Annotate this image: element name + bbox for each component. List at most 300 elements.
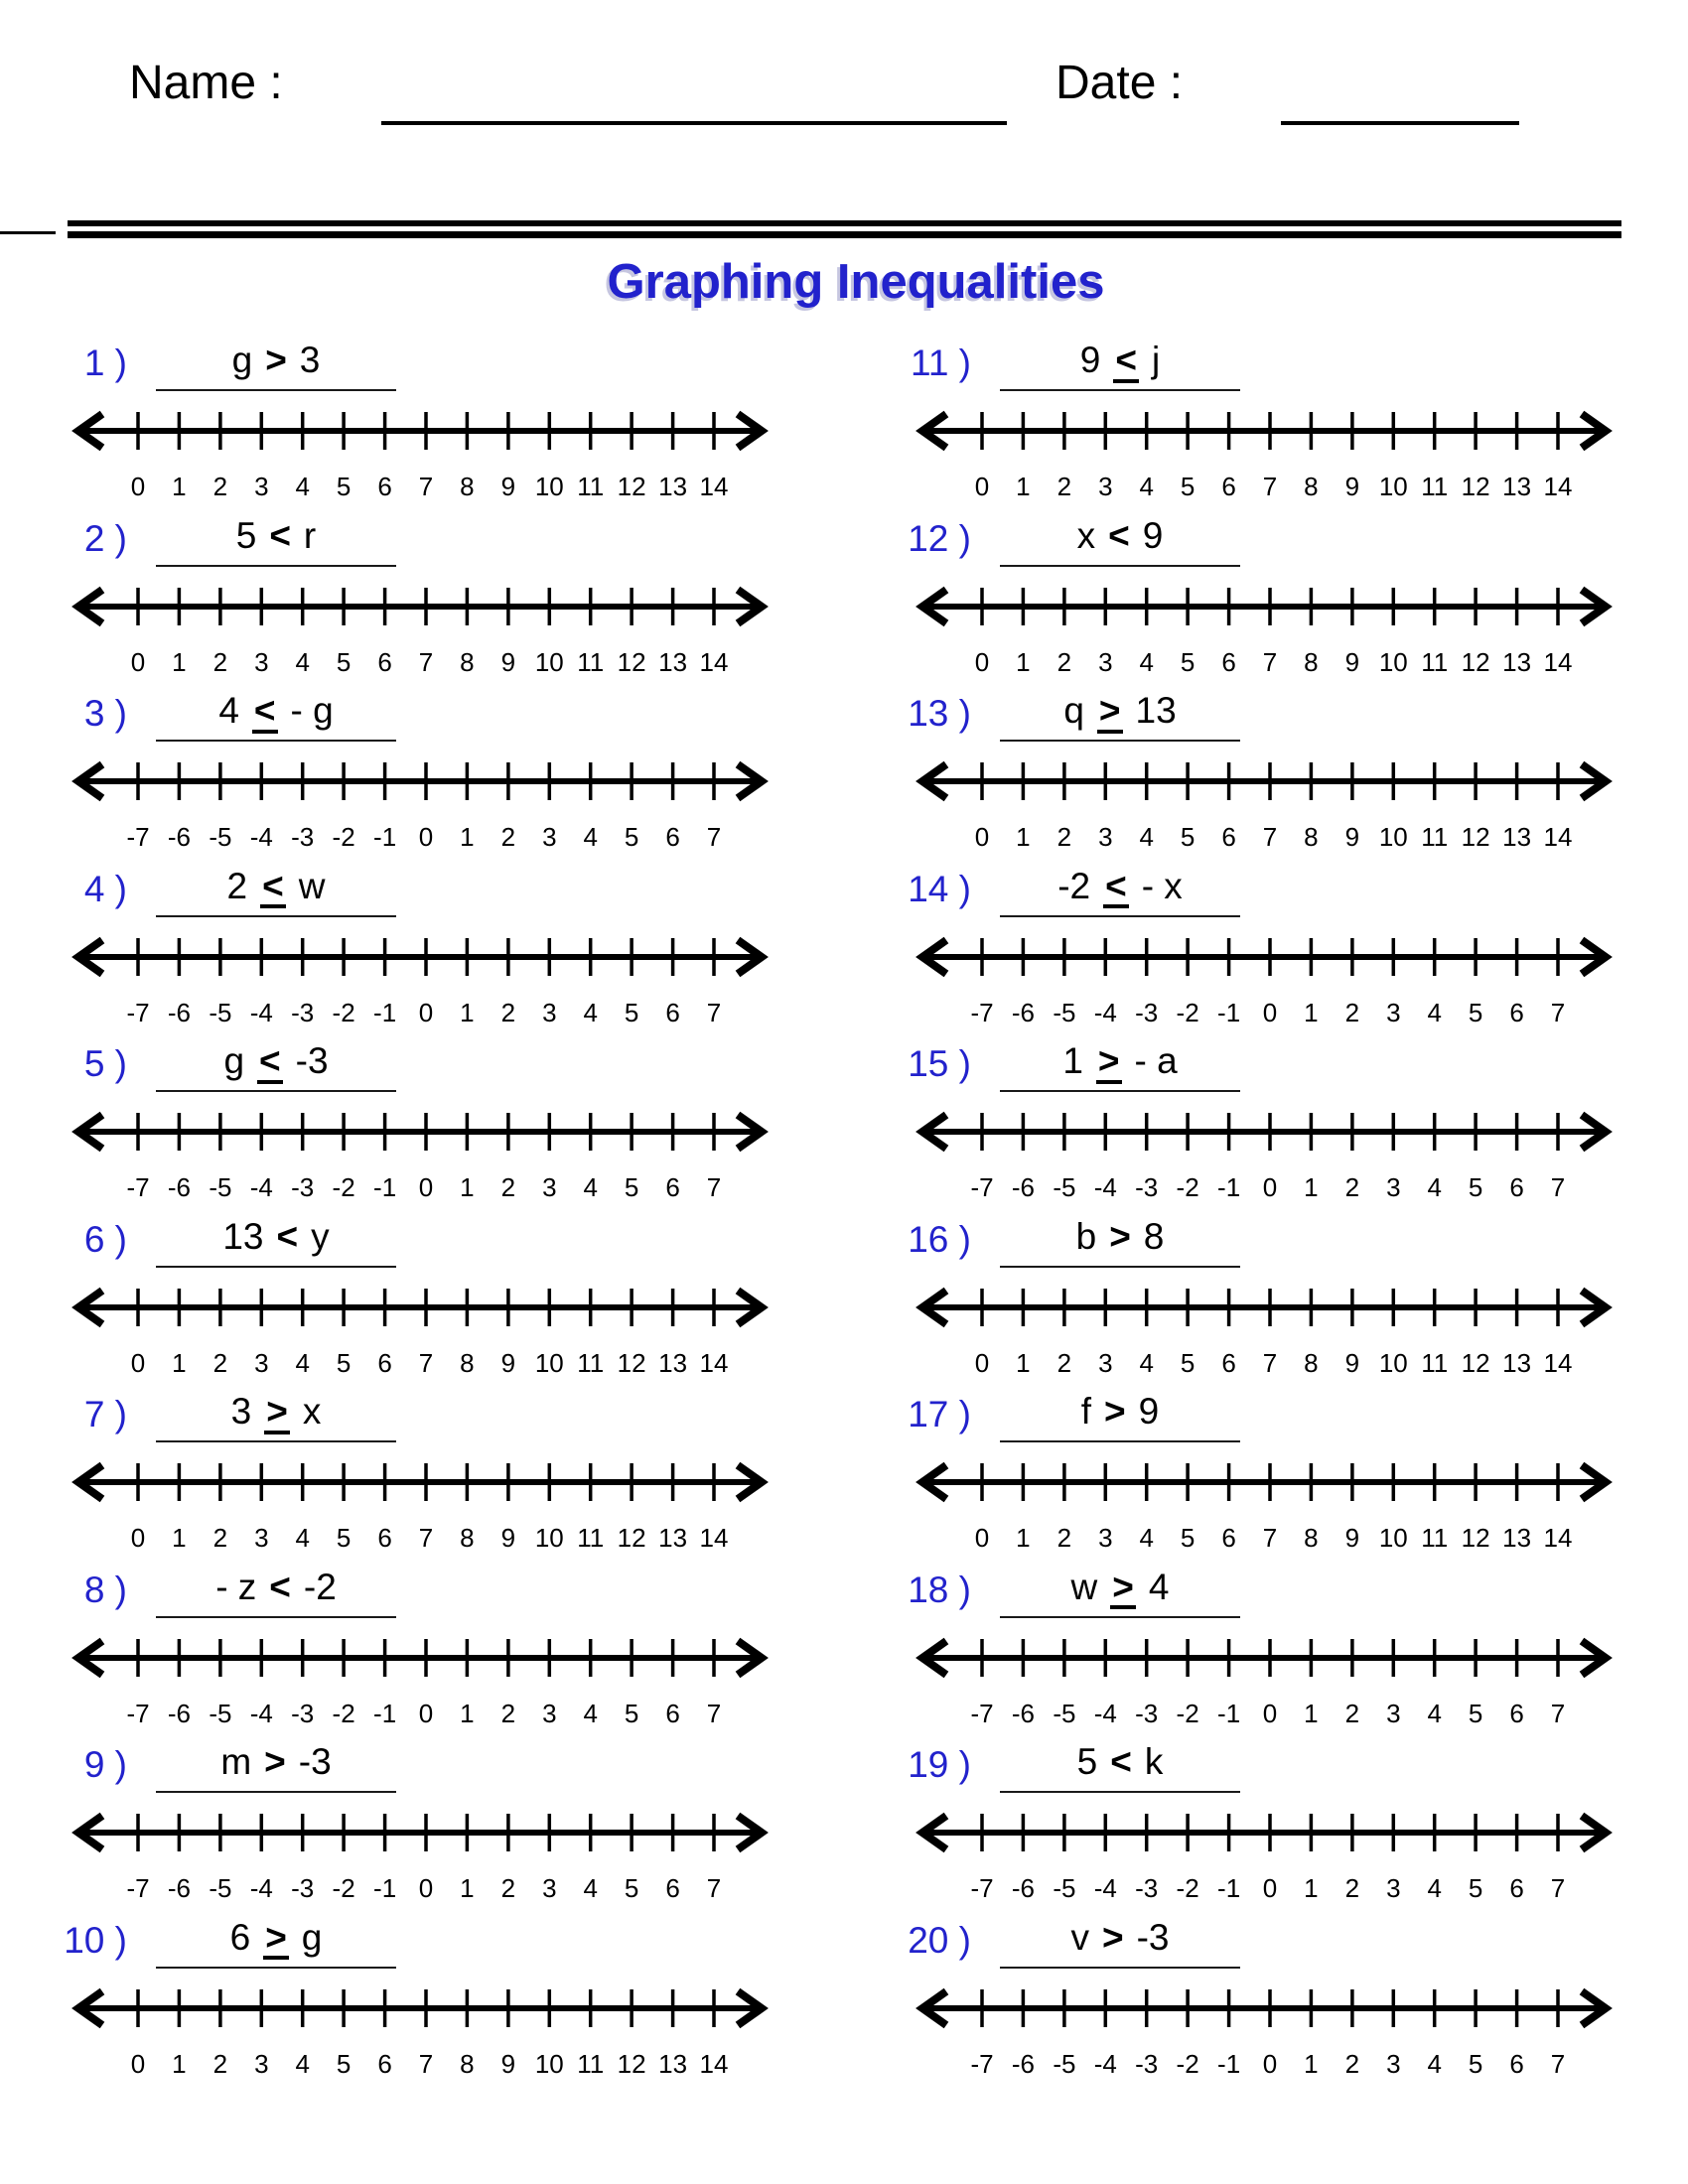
tick-label: 6 [1221, 1347, 1236, 1378]
problem-item [844, 690, 1638, 864]
number-line [914, 1109, 1615, 1208]
tick-label: 11 [577, 2048, 605, 2079]
answer-blank-line [156, 1791, 396, 1793]
tick-label: 4 [583, 822, 598, 852]
tick-label: 4 [295, 1523, 310, 1553]
answer-blank-line [1000, 1791, 1240, 1793]
inequality-operator: < [1103, 868, 1129, 909]
tick-label: 10 [1378, 646, 1408, 677]
inequality-operator: > [264, 1393, 290, 1434]
tick-label: 13 [1502, 646, 1532, 677]
tick-label: 11 [1421, 646, 1449, 677]
tick-label: 2 [500, 822, 516, 852]
inequality-operator: < [1110, 1741, 1132, 1782]
problem-number: 11 ) [910, 342, 971, 383]
tick-label: 6 [1509, 997, 1524, 1027]
tick-label: -7 [970, 1873, 994, 1903]
answer-blank-line [1000, 1266, 1240, 1268]
tick-label: 1 [1304, 1873, 1319, 1903]
tick-label: 8 [1304, 1347, 1319, 1378]
number-line [70, 584, 771, 683]
tick-label: 14 [699, 646, 729, 677]
tick-label: 6 [1221, 822, 1236, 852]
inequality-lhs: - z [215, 1566, 257, 1607]
tick-label: 2 [1344, 997, 1360, 1027]
tick-label: 5 [336, 1347, 352, 1378]
tick-label: 7 [706, 1172, 722, 1202]
inequality-rhs: 4 [1148, 1566, 1170, 1607]
tick-label: 4 [583, 1172, 598, 1202]
tick-label: 7 [706, 1873, 722, 1903]
number-line [70, 1810, 771, 1909]
tick-label: 5 [336, 472, 352, 501]
problem-item [0, 1040, 794, 1214]
tick-label: 7 [418, 472, 434, 501]
tick-label: 5 [336, 1523, 352, 1553]
tick-label: 13 [658, 472, 688, 501]
tick-label: 1 [1304, 1172, 1319, 1202]
inequality-rhs: 9 [1138, 1391, 1160, 1432]
inequality-lhs: g [231, 340, 253, 380]
inequality-operator: > [1096, 1042, 1122, 1084]
tick-label: 11 [1421, 822, 1449, 852]
tick-label: 2 [212, 2048, 228, 2079]
name-label: Name : [129, 57, 283, 109]
tick-label: 8 [1304, 472, 1319, 501]
tick-label: 7 [1550, 2048, 1566, 2079]
tick-label: 7 [1262, 472, 1278, 501]
tick-label: 8 [1304, 646, 1319, 677]
tick-label: 13 [658, 2048, 688, 2079]
tick-label: -5 [1053, 1172, 1076, 1202]
tick-label: 5 [1468, 997, 1483, 1027]
inequality [156, 340, 396, 381]
problem-number: 14 ) [908, 868, 971, 909]
tick-label: 13 [658, 646, 688, 677]
inequality-operator: > [1104, 1391, 1126, 1432]
tick-label: 10 [1378, 1523, 1408, 1553]
tick-label: 7 [1550, 1172, 1566, 1202]
tick-label: 3 [542, 822, 557, 852]
inequality-lhs: q [1063, 690, 1084, 731]
tick-label: 2 [500, 1172, 516, 1202]
tick-label: 9 [500, 472, 516, 501]
tick-label: 4 [1139, 646, 1154, 677]
tick-label: 7 [418, 646, 434, 677]
answer-blank-line [1000, 389, 1240, 391]
tick-label: 0 [974, 1347, 990, 1378]
inequality-lhs: 5 [1076, 1741, 1098, 1782]
tick-label: 1 [172, 646, 187, 677]
number-line [70, 934, 771, 1033]
tick-label: 3 [1098, 472, 1113, 501]
tick-label: -2 [1176, 1698, 1199, 1728]
tick-label: -7 [126, 822, 150, 852]
tick-label: 2 [500, 1698, 516, 1728]
tick-label: 3 [1098, 1523, 1113, 1553]
tick-label: -3 [1135, 997, 1159, 1027]
tick-label: 4 [1139, 822, 1154, 852]
tick-label: 3 [254, 472, 269, 501]
tick-label: 6 [1221, 472, 1236, 501]
tick-label: -1 [1217, 997, 1241, 1027]
tick-label: 0 [130, 472, 146, 501]
tick-label: 5 [1180, 822, 1196, 852]
tick-label: 5 [1468, 1172, 1483, 1202]
tick-label: 3 [1386, 997, 1401, 1027]
tick-label: 0 [1262, 1698, 1278, 1728]
inequality [156, 1741, 396, 1783]
problem-number: 17 ) [908, 1394, 971, 1434]
tick-label: 5 [624, 1698, 639, 1728]
tick-label: 5 [1180, 1347, 1196, 1378]
answer-blank-line [1000, 740, 1240, 742]
number-line [70, 408, 771, 507]
tick-label: 3 [542, 1698, 557, 1728]
tick-label: -5 [209, 1698, 232, 1728]
inequality-lhs: m [220, 1741, 252, 1782]
tick-label: 5 [1180, 646, 1196, 677]
tick-label: 7 [1262, 646, 1278, 677]
inequality-lhs: v [1070, 1916, 1089, 1958]
problem-item [0, 1566, 794, 1740]
inequality-rhs: g [301, 1916, 323, 1958]
inequality-lhs: x [1076, 514, 1096, 556]
inequality-lhs: g [223, 1040, 245, 1081]
inequality [156, 690, 396, 734]
inequality-lhs: 5 [235, 514, 257, 556]
tick-label: -6 [1011, 997, 1035, 1027]
tick-label: -6 [1011, 2048, 1035, 2079]
tick-label: 2 [1344, 1172, 1360, 1202]
tick-label: 6 [1509, 1172, 1524, 1202]
tick-label: 4 [1427, 1172, 1442, 1202]
tick-label: 4 [295, 2048, 310, 2079]
tick-label: 0 [418, 1873, 434, 1903]
tick-label: 2 [500, 1873, 516, 1903]
tick-label: 7 [706, 997, 722, 1027]
tick-label: -6 [167, 822, 191, 852]
tick-label: 4 [583, 997, 598, 1027]
tick-label: -2 [332, 997, 355, 1027]
tick-label: 5 [1180, 1523, 1196, 1553]
problem-number: 3 ) [83, 693, 127, 734]
tick-label: 6 [377, 472, 392, 501]
tick-label: 8 [460, 472, 475, 501]
tick-label: 2 [1056, 646, 1072, 677]
tick-label: 8 [460, 646, 475, 677]
tick-label: 13 [658, 1347, 688, 1378]
tick-label: 13 [1502, 1347, 1532, 1378]
number-line [70, 1285, 771, 1384]
problem-item [0, 1916, 794, 2091]
tick-label: -5 [209, 1873, 232, 1903]
inequality [156, 515, 396, 557]
tick-label: 10 [534, 2048, 564, 2079]
tick-label: 1 [1304, 1698, 1319, 1728]
tick-label: 1 [460, 1172, 475, 1202]
tick-label: 9 [500, 1347, 516, 1378]
tick-label: 0 [418, 997, 434, 1027]
tick-label: 4 [295, 472, 310, 501]
tick-label: -4 [1093, 997, 1117, 1027]
answer-blank-line [156, 389, 396, 391]
inequality [1000, 690, 1240, 734]
tick-label: 1 [460, 822, 475, 852]
tick-label: 3 [542, 1172, 557, 1202]
tick-label: 9 [1344, 1523, 1360, 1553]
number-line [70, 1985, 771, 2085]
tick-label: -1 [373, 1172, 397, 1202]
tick-label: 6 [1221, 646, 1236, 677]
tick-label: 12 [1461, 822, 1490, 852]
answer-blank-line [156, 565, 396, 567]
tick-label: -7 [126, 1172, 150, 1202]
tick-label: 9 [500, 1523, 516, 1553]
tick-label: 1 [1016, 1523, 1031, 1553]
tick-label: -1 [1217, 1698, 1241, 1728]
tick-label: 3 [542, 997, 557, 1027]
tick-label: 13 [1502, 1523, 1532, 1553]
tick-label: 12 [617, 2048, 646, 2079]
tick-label: 7 [418, 1523, 434, 1553]
problem-item [844, 1215, 1638, 1390]
tick-label: 1 [1304, 997, 1319, 1027]
tick-label: -6 [1011, 1172, 1035, 1202]
tick-label: 1 [172, 1347, 187, 1378]
tick-label: 3 [1098, 1347, 1113, 1378]
problem-number: 7 ) [83, 1394, 127, 1434]
tick-label: 4 [1427, 1698, 1442, 1728]
tick-label: 11 [1421, 1347, 1449, 1378]
inequality-lhs: 1 [1062, 1040, 1083, 1081]
tick-label: 6 [665, 1698, 680, 1728]
tick-label: -2 [332, 1172, 355, 1202]
problem-number: 5 ) [83, 1043, 127, 1084]
tick-label: 0 [1262, 1873, 1278, 1903]
tick-label: -4 [1093, 1873, 1117, 1903]
inequality-operator: < [252, 692, 278, 734]
number-line [914, 758, 1615, 858]
tick-label: -1 [373, 822, 397, 852]
tick-label: -3 [1135, 1172, 1159, 1202]
tick-label: 13 [658, 1523, 688, 1553]
inequality-operator: > [1101, 1916, 1124, 1958]
tick-label: -6 [1011, 1873, 1035, 1903]
inequality-operator: > [263, 1919, 289, 1961]
inequality-rhs: r [303, 514, 317, 556]
inequality-rhs: - x [1141, 865, 1183, 906]
tick-label: -4 [249, 997, 273, 1027]
tick-label: 7 [1550, 997, 1566, 1027]
tick-label: 0 [418, 822, 434, 852]
tick-label: 10 [534, 646, 564, 677]
inequality-lhs: 6 [229, 1916, 251, 1958]
tick-label: 2 [1056, 822, 1072, 852]
tick-label: 12 [1461, 646, 1490, 677]
tick-label: -4 [249, 1698, 273, 1728]
tick-label: -3 [291, 1698, 315, 1728]
problem-number: 10 ) [64, 1919, 127, 1961]
problem-item [0, 342, 794, 513]
inequality-rhs: y [311, 1215, 330, 1257]
tick-label: -6 [167, 1873, 191, 1903]
tick-label: -7 [970, 1698, 994, 1728]
tick-label: 3 [1098, 822, 1113, 852]
problem-item [0, 690, 794, 864]
tick-label: 4 [583, 1698, 598, 1728]
tick-label: 4 [1427, 1873, 1442, 1903]
tick-label: 0 [974, 1523, 990, 1553]
tick-label: 11 [1421, 1523, 1449, 1553]
problem-item [0, 865, 794, 1039]
inequality-rhs: k [1144, 1741, 1164, 1782]
inequality-operator: > [1110, 1569, 1136, 1610]
tick-label: 7 [418, 1347, 434, 1378]
inequality [1000, 1216, 1240, 1258]
inequality [156, 1391, 396, 1434]
tick-label: 0 [974, 646, 990, 677]
tick-label: -4 [249, 822, 273, 852]
tick-label: -4 [1093, 2048, 1117, 2079]
tick-label: 8 [1304, 822, 1319, 852]
answer-blank-line [156, 915, 396, 917]
inequality-operator: > [1109, 1215, 1131, 1257]
inequality [1000, 1741, 1240, 1783]
tick-label: 4 [295, 646, 310, 677]
inequality-lhs: -2 [1057, 865, 1091, 906]
tick-label: 14 [1543, 472, 1573, 501]
number-line [914, 934, 1615, 1033]
tick-label: 3 [254, 646, 269, 677]
tick-label: 3 [1386, 1873, 1401, 1903]
tick-label: 13 [1502, 822, 1532, 852]
tick-label: 1 [460, 1873, 475, 1903]
tick-label: 0 [974, 472, 990, 501]
tick-label: 12 [1461, 1523, 1490, 1553]
tick-label: 7 [706, 1698, 722, 1728]
name-blank-line [381, 121, 1007, 125]
tick-label: -5 [209, 997, 232, 1027]
tick-label: 3 [542, 1873, 557, 1903]
tick-label: 2 [212, 1523, 228, 1553]
tick-label: 0 [1262, 997, 1278, 1027]
tick-label: -2 [332, 1873, 355, 1903]
answer-blank-line [1000, 1090, 1240, 1092]
tick-label: 9 [1344, 1347, 1360, 1378]
tick-label: 8 [460, 2048, 475, 2079]
inequality-operator: < [276, 1215, 299, 1257]
tick-label: 3 [1386, 1172, 1401, 1202]
answer-blank-line [156, 740, 396, 742]
tick-label: 8 [460, 1523, 475, 1553]
tick-label: -4 [1093, 1172, 1117, 1202]
number-line [914, 1810, 1615, 1909]
problem-number: 15 ) [908, 1043, 971, 1084]
inequality-lhs: b [1075, 1215, 1097, 1257]
tick-label: 12 [617, 472, 646, 501]
inequality-lhs: w [1070, 1566, 1098, 1607]
answer-blank-line [1000, 1967, 1240, 1969]
tick-label: -1 [1217, 2048, 1241, 2079]
tick-label: 11 [577, 1347, 605, 1378]
date-label: Date : [1055, 57, 1184, 109]
tick-label: 6 [1509, 1873, 1524, 1903]
tick-label: 6 [1509, 1698, 1524, 1728]
tick-label: 9 [1344, 822, 1360, 852]
answer-blank-line [156, 1616, 396, 1618]
tick-label: 9 [1344, 472, 1360, 501]
tick-label: 7 [1262, 1523, 1278, 1553]
inequality [1000, 340, 1240, 383]
problem-item [0, 1215, 794, 1390]
tick-label: 1 [1016, 472, 1031, 501]
tick-label: -2 [1176, 1172, 1199, 1202]
tick-label: 6 [377, 1347, 392, 1378]
tick-label: 14 [1543, 1523, 1573, 1553]
problem-item [844, 342, 1638, 513]
tick-label: 9 [1344, 646, 1360, 677]
tick-label: -7 [970, 1172, 994, 1202]
number-line [70, 1635, 771, 1734]
tick-label: 10 [1378, 1347, 1408, 1378]
problem-item [844, 865, 1638, 1039]
inequality [1000, 1567, 1240, 1610]
tick-label: 8 [460, 1347, 475, 1378]
tick-label: -3 [1135, 1873, 1159, 1903]
tick-label: 5 [1180, 472, 1196, 501]
inequality [1000, 1917, 1240, 1959]
inequality-rhs: -2 [303, 1566, 337, 1607]
tick-label: -4 [1093, 1698, 1117, 1728]
tick-label: 0 [130, 1347, 146, 1378]
tick-label: 7 [418, 2048, 434, 2079]
tick-label: 3 [254, 1347, 269, 1378]
tick-label: 0 [1262, 1172, 1278, 1202]
tick-label: -2 [1176, 1873, 1199, 1903]
problem-item [844, 1566, 1638, 1740]
answer-blank-line [1000, 1440, 1240, 1442]
inequality-operator: < [257, 1042, 283, 1084]
inequality-rhs: - a [1134, 1040, 1178, 1081]
tick-label: 14 [699, 472, 729, 501]
tick-label: -1 [373, 1698, 397, 1728]
inequality-lhs: 4 [218, 690, 239, 731]
number-line [914, 408, 1615, 507]
tick-label: 11 [1421, 472, 1449, 501]
tick-label: 5 [624, 1172, 639, 1202]
tick-label: 8 [1304, 1523, 1319, 1553]
tick-label: -2 [332, 822, 355, 852]
tick-label: 2 [212, 1347, 228, 1378]
tick-label: 0 [1262, 2048, 1278, 2079]
answer-blank-line [156, 1266, 396, 1268]
tick-label: -6 [1011, 1698, 1035, 1728]
tick-label: 12 [617, 1347, 646, 1378]
tick-label: -5 [1053, 2048, 1076, 2079]
tick-label: 10 [534, 1523, 564, 1553]
problem-item [844, 1391, 1638, 1565]
page-title: Graphing Inequalities [607, 255, 1105, 309]
tick-label: -5 [209, 1172, 232, 1202]
inequality [1000, 1391, 1240, 1433]
inequality-rhs: -3 [1136, 1916, 1170, 1958]
tick-label: 5 [624, 822, 639, 852]
number-line [914, 1459, 1615, 1559]
tick-label: 1 [172, 472, 187, 501]
number-line [914, 1285, 1615, 1384]
tick-label: 10 [534, 1347, 564, 1378]
